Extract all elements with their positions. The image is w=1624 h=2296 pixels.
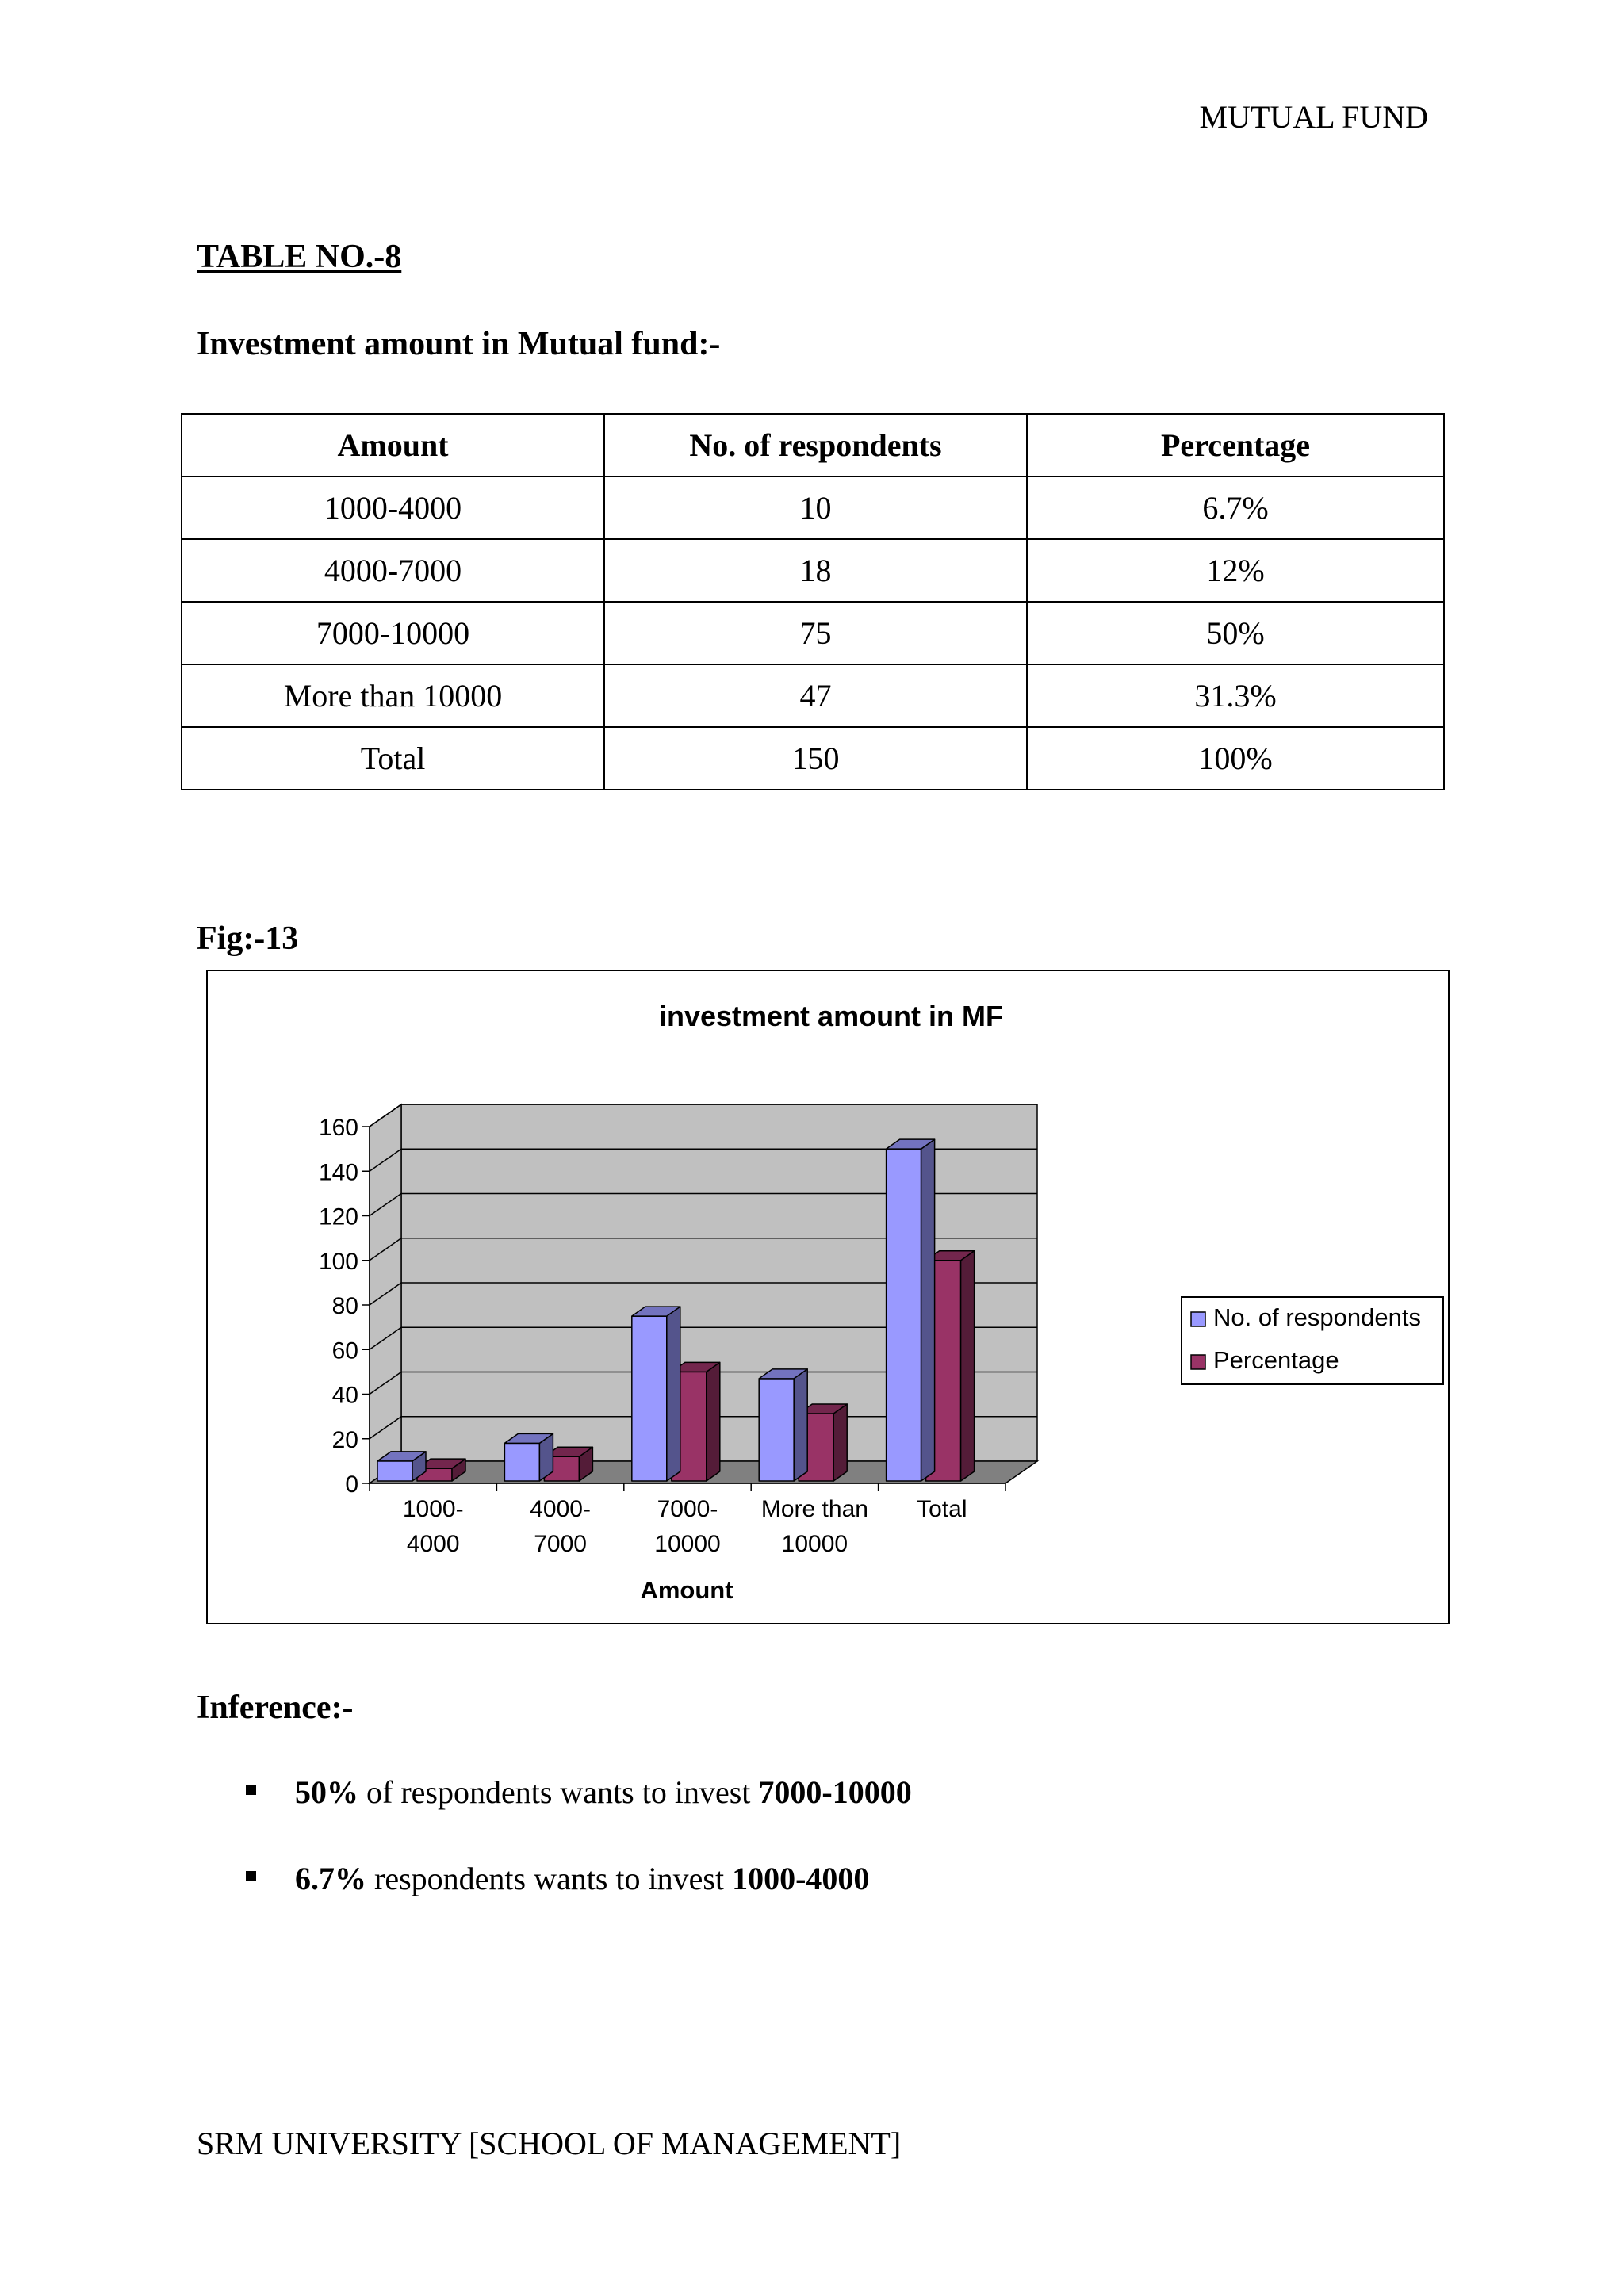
- column-header: No. of respondents: [604, 414, 1027, 476]
- y-tick-label: 0: [345, 1471, 358, 1498]
- table-cell: 6.7%: [1027, 476, 1444, 539]
- bullet-icon: [246, 1871, 256, 1881]
- y-tick-label: 60: [331, 1337, 358, 1364]
- inference-highlight: 7000-10000: [758, 1774, 912, 1810]
- bullet-icon: [246, 1785, 256, 1795]
- table-cell: More than 10000: [182, 664, 604, 727]
- x-tick-label: 7000-: [657, 1496, 718, 1522]
- table-cell: 50%: [1027, 602, 1444, 664]
- bar-respondents: [759, 1369, 807, 1481]
- y-tick-label: 120: [318, 1203, 358, 1230]
- x-tick-label: 1000-: [402, 1496, 464, 1522]
- running-header: MUTUAL FUND: [1199, 99, 1428, 135]
- bar-respondents: [377, 1452, 426, 1481]
- table-cell: 7000-10000: [182, 602, 604, 664]
- inference-body: respondents wants to invest: [366, 1861, 733, 1896]
- table-cell: 10: [604, 476, 1027, 539]
- chart-title: investment amount in MF: [658, 1000, 1004, 1032]
- table-cell: 47: [604, 664, 1027, 727]
- figure-label: Fig:-13: [197, 920, 299, 957]
- table-cell: 18: [604, 539, 1027, 602]
- table-cell: 100%: [1027, 727, 1444, 790]
- x-tick-label: 7000: [534, 1531, 587, 1557]
- table-row: [182, 476, 1444, 539]
- legend-swatch: [1191, 1312, 1205, 1326]
- x-tick-label: Total: [917, 1496, 967, 1522]
- page-footer: SRM UNIVERSITY [SCHOOL OF MANAGEMENT]: [197, 2126, 902, 2161]
- bar-respondents: [504, 1433, 553, 1481]
- x-tick-label: More than: [760, 1496, 868, 1522]
- bar-respondents: [632, 1307, 680, 1481]
- legend-swatch: [1191, 1355, 1205, 1369]
- table-header-row: [182, 414, 1444, 476]
- table-title: Investment amount in Mutual fund:-: [197, 326, 721, 362]
- table-row: [182, 727, 1444, 790]
- investment-table: [181, 413, 1445, 790]
- table-row: [182, 539, 1444, 602]
- x-tick-label: 10000: [781, 1531, 848, 1557]
- y-tick-label: 100: [318, 1248, 358, 1275]
- y-tick-label: 20: [331, 1426, 358, 1453]
- table-row: [182, 664, 1444, 727]
- inference-title: Inference:-: [197, 1689, 354, 1726]
- inference-highlight: 6.7%: [295, 1861, 366, 1896]
- inference-text: [295, 1774, 912, 1811]
- y-tick-label: 40: [331, 1382, 358, 1409]
- inference-highlight: 1000-4000: [732, 1861, 870, 1896]
- column-header: Percentage: [1027, 414, 1444, 476]
- bar-chart: [206, 970, 1450, 1624]
- table-row: [182, 602, 1444, 664]
- legend-label: Percentage: [1213, 1346, 1339, 1374]
- table-cell: 75: [604, 602, 1027, 664]
- x-axis-label: Amount: [640, 1576, 733, 1604]
- table-cell: 31.3%: [1027, 664, 1444, 727]
- x-tick-label: 4000: [406, 1531, 460, 1557]
- x-tick-label: 10000: [654, 1531, 721, 1557]
- x-tick-label: 4000-: [530, 1496, 591, 1522]
- inference-highlight: 50%: [295, 1774, 358, 1810]
- inference-body: of respondents wants to invest: [358, 1774, 759, 1810]
- table-number: TABLE NO.-8: [197, 239, 402, 275]
- table-cell: 1000-4000: [182, 476, 604, 539]
- table-cell: Total: [182, 727, 604, 790]
- y-tick-label: 160: [318, 1115, 358, 1141]
- bar-respondents: [887, 1139, 935, 1481]
- inference-text: [295, 1860, 869, 1897]
- table-cell: 12%: [1027, 539, 1444, 602]
- chart-canvas: [208, 971, 1451, 1626]
- y-tick-label: 80: [331, 1293, 358, 1319]
- table-cell: 4000-7000: [182, 539, 604, 602]
- table-cell: 150: [604, 727, 1027, 790]
- y-tick-label: 140: [318, 1159, 358, 1186]
- legend-label: No. of respondents: [1213, 1303, 1421, 1331]
- column-header: Amount: [182, 414, 604, 476]
